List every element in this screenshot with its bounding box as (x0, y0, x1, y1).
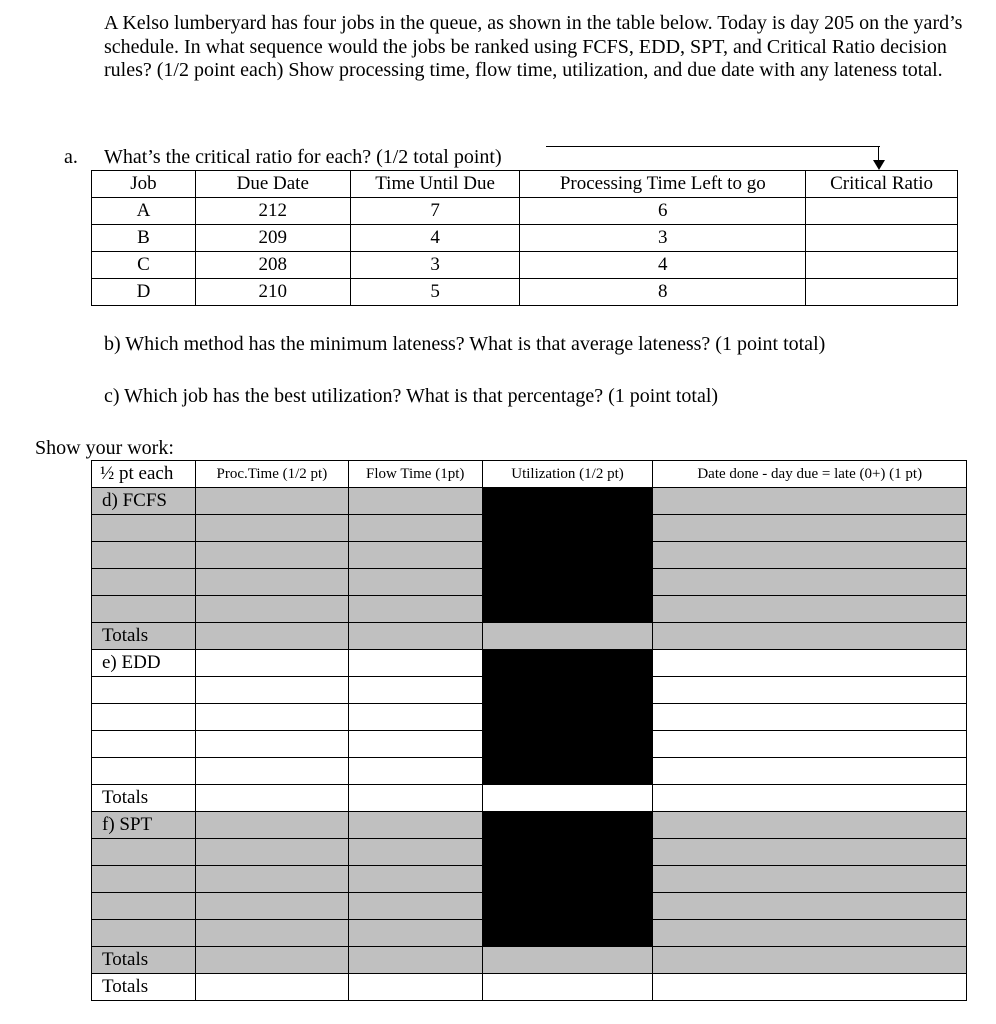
work-cell (195, 758, 348, 785)
cr-job: C (92, 252, 196, 279)
edd-totals-label: Totals (92, 785, 196, 812)
cr-ratio (806, 198, 958, 225)
work-cell (653, 596, 967, 623)
work-cell (348, 974, 482, 1001)
cr-until: 5 (350, 279, 520, 306)
cr-header-job: Job (92, 171, 196, 198)
work-cell (653, 758, 967, 785)
spt-label-row (92, 812, 967, 839)
part-a-text: What’s the critical ratio for each? (1/2 total point) (104, 146, 502, 168)
work-header-flow-time: Flow Time (1pt) (348, 461, 482, 488)
table-row (92, 225, 958, 252)
arrow-down-icon (873, 160, 885, 170)
critical-ratio-table (91, 170, 958, 306)
work-cell (195, 650, 348, 677)
cr-job: D (92, 279, 196, 306)
work-cell (653, 812, 967, 839)
work-cell (92, 677, 196, 704)
work-cell (653, 866, 967, 893)
work-cell (653, 947, 967, 974)
work-cell (653, 515, 967, 542)
table-row (92, 252, 958, 279)
cr-due: 210 (195, 279, 350, 306)
spt-label: f) SPT (92, 812, 196, 839)
work-cell (195, 812, 348, 839)
work-cell (653, 704, 967, 731)
work-cell (348, 866, 482, 893)
work-cell (92, 731, 196, 758)
work-cell (195, 947, 348, 974)
work-cell (195, 596, 348, 623)
cr-header-time-until-due: Time Until Due (350, 171, 520, 198)
cr-proc: 3 (520, 225, 806, 252)
work-cell (92, 893, 196, 920)
work-cell (92, 704, 196, 731)
part-a-question (64, 146, 584, 168)
work-cell (348, 542, 482, 569)
edd-label-row (92, 650, 967, 677)
work-cell (195, 704, 348, 731)
work-header-points: ½ pt each (92, 461, 196, 488)
work-cell (195, 893, 348, 920)
fcfs-label: d) FCFS (92, 488, 196, 515)
table-row (92, 198, 958, 225)
work-cell (195, 785, 348, 812)
cr-until: 7 (350, 198, 520, 225)
work-cell (92, 515, 196, 542)
cr-header-due-date: Due Date (195, 171, 350, 198)
show-work-label: Show your work: (35, 437, 174, 459)
work-cell (92, 866, 196, 893)
work-cell (653, 488, 967, 515)
work-header-utilization: Utilization (1/2 pt) (482, 461, 653, 488)
part-a-marker: a. (64, 146, 78, 168)
arrow-line (546, 146, 880, 147)
fcfs-totals-label: Totals (92, 623, 196, 650)
cr-due: 209 (195, 225, 350, 252)
work-cell (482, 974, 653, 1001)
work-cell (195, 542, 348, 569)
cr-job: A (92, 198, 196, 225)
spt-totals-label: Totals (92, 947, 196, 974)
final-totals-row (92, 974, 967, 1001)
work-table (91, 460, 967, 1001)
fcfs-totals-row (92, 623, 967, 650)
work-cell (482, 947, 653, 974)
work-cell (348, 839, 482, 866)
work-cell (348, 623, 482, 650)
spt-totals-row (92, 947, 967, 974)
work-cell (653, 893, 967, 920)
table-row (92, 279, 958, 306)
work-cell (92, 542, 196, 569)
cr-proc: 4 (520, 252, 806, 279)
problem-intro: A Kelso lumberyard has four jobs in the queue, as shown in the table below. Today is day 205 on the yard’s schedule. In what sequence would the jobs be ranked using FCFS, EDD, SPT, and Critical Ratio decision rules? (1/2 point each) Show processing time, flow time, utilization, and due date with any lateness total. (104, 12, 963, 81)
work-header-row (92, 461, 967, 488)
work-cell (348, 812, 482, 839)
final-totals-label: Totals (92, 974, 196, 1001)
work-cell (92, 569, 196, 596)
cr-ratio (806, 225, 958, 252)
work-header-proc-time: Proc.Time (1/2 pt) (195, 461, 348, 488)
cr-due: 212 (195, 198, 350, 225)
work-cell (195, 920, 348, 947)
work-cell (348, 731, 482, 758)
work-cell (348, 488, 482, 515)
work-cell (92, 596, 196, 623)
work-cell (348, 515, 482, 542)
edd-utilization-blackout (482, 650, 653, 785)
cr-job: B (92, 225, 196, 252)
work-cell (348, 893, 482, 920)
cr-until: 4 (350, 225, 520, 252)
cr-header-critical-ratio: Critical Ratio (806, 171, 958, 198)
work-cell (653, 839, 967, 866)
part-b-question: b) Which method has the minimum lateness? What is that average lateness? (1 point total) (104, 333, 826, 355)
cr-header-row (92, 171, 958, 198)
cr-due: 208 (195, 252, 350, 279)
work-cell (195, 974, 348, 1001)
part-c-question: c) Which job has the best utilization? What is that percentage? (1 point total) (104, 385, 719, 407)
work-cell (348, 677, 482, 704)
work-cell (195, 731, 348, 758)
work-cell (653, 785, 967, 812)
work-cell (348, 920, 482, 947)
work-cell (195, 488, 348, 515)
work-cell (348, 596, 482, 623)
work-cell (195, 866, 348, 893)
work-cell (92, 920, 196, 947)
cr-ratio (806, 252, 958, 279)
fcfs-utilization-blackout (482, 488, 653, 623)
work-cell (348, 947, 482, 974)
fcfs-label-row (92, 488, 967, 515)
work-cell (653, 569, 967, 596)
work-cell (653, 920, 967, 947)
work-cell (195, 515, 348, 542)
edd-label: e) EDD (92, 650, 196, 677)
spt-utilization-blackout (482, 812, 653, 947)
cr-ratio (806, 279, 958, 306)
work-cell (653, 650, 967, 677)
work-cell (653, 542, 967, 569)
work-cell (195, 569, 348, 596)
work-cell (653, 677, 967, 704)
work-cell (653, 974, 967, 1001)
edd-totals-row (92, 785, 967, 812)
cr-header-processing-time: Processing Time Left to go (520, 171, 806, 198)
work-cell (92, 839, 196, 866)
work-cell (348, 785, 482, 812)
work-cell (348, 650, 482, 677)
work-cell (195, 623, 348, 650)
work-cell (653, 623, 967, 650)
work-cell (482, 785, 653, 812)
cr-until: 3 (350, 252, 520, 279)
cr-proc: 8 (520, 279, 806, 306)
work-header-lateness: Date done - day due = late (0+) (1 pt) (653, 461, 967, 488)
work-cell (92, 758, 196, 785)
work-cell (348, 704, 482, 731)
work-cell (348, 569, 482, 596)
work-cell (653, 731, 967, 758)
work-cell (348, 758, 482, 785)
cr-proc: 6 (520, 198, 806, 225)
work-cell (482, 623, 653, 650)
work-cell (195, 677, 348, 704)
work-cell (195, 839, 348, 866)
